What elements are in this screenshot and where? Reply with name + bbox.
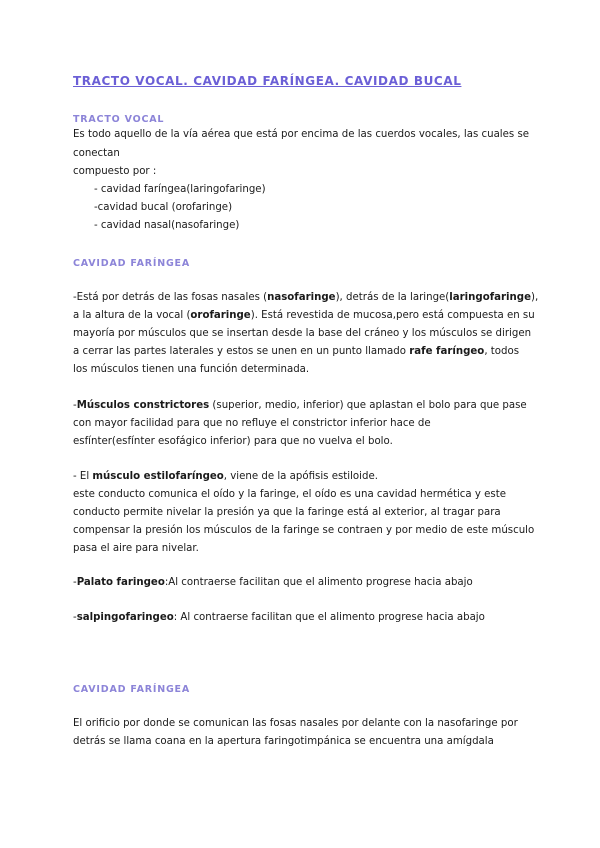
paragraph-line: -Está por detrás de las fosas nasales (nasofaringe), detrás de la laringe(laringofaringe), — [73, 292, 539, 303]
list-item: - cavidad nasal(nasofaringe) — [94, 220, 240, 231]
term-palato-faringeo: Palato faringeo — [76, 577, 165, 588]
heading-cavidad-faringea: CAVIDAD FARÍNGEA — [73, 258, 190, 269]
term-nasofaringe: nasofaringe — [267, 292, 336, 303]
paragraph-line: -Músculos constrictores (superior, medio, inferior) que aplastan el bolo para que pase — [73, 400, 527, 411]
tracto-line-1: Es todo aquello de la vía aérea que está por encima de las cuerdos vocales, las cuales se — [73, 129, 530, 140]
paragraph-line: -salpingofaringeo: Al contraerse facilitan que el alimento progrese hacia abajo — [73, 612, 485, 623]
paragraph-line: a la altura de la vocal (orofaringe). Está revestida de mucosa,pero está compuesta en su — [73, 310, 535, 321]
paragraph-line: El orificio por donde se comunican las fosas nasales por delante con la nasofaringe por — [73, 718, 518, 729]
paragraph-line: -Palato faringeo:Al contraerse facilitan que el alimento progrese hacia abajo — [73, 577, 473, 588]
page-title: TRACTO VOCAL. CAVIDAD FARÍNGEA. CAVIDAD BUCAL — [73, 74, 462, 88]
term-rafe-faringeo: rafe faríngeo — [409, 346, 485, 357]
list-item: -cavidad bucal (orofaringe) — [94, 202, 233, 213]
heading-tracto-vocal: TRACTO VOCAL — [73, 114, 165, 125]
tracto-line-2: conectan — [73, 148, 120, 159]
paragraph-line: conducto permite nivelar la presión ya que la faringe está al exterior, al tragar para — [73, 507, 501, 518]
paragraph-line: esfínter(esfínter esofágico inferior) para que no vuelva el bolo. — [73, 436, 393, 447]
tracto-line-3: compuesto por : — [73, 166, 157, 177]
heading-cavidad-faringea-2: CAVIDAD FARÍNGEA — [73, 684, 190, 695]
term-musculo-estilofaringeo: músculo estilofaríngeo — [92, 471, 224, 482]
term-musculos-constrictores: Músculos constrictores — [76, 400, 210, 411]
paragraph-line: - El músculo estilofaríngeo, viene de la apófisis estiloide. — [73, 471, 378, 482]
paragraph-line: este conducto comunica el oído y la faringe, el oído es una cavidad hermética y este — [73, 489, 506, 500]
paragraph-line: a cerrar las partes laterales y estos se unen en un punto llamado rafe faríngeo, todos — [73, 346, 520, 357]
paragraph-line: mayoría por músculos que se insertan desde la base del cráneo y los músculos se dirigen — [73, 328, 532, 339]
term-orofaringe: orofaringe — [190, 310, 251, 321]
term-salpingofaringeo: salpingofaringeo — [76, 612, 174, 623]
list-item: - cavidad faríngea(laringofaringe) — [94, 184, 266, 195]
paragraph-line: los músculos tienen una función determinada. — [73, 364, 310, 375]
paragraph-line: compensar la presión los músculos de la faringe se contraen y por medio de este músculo — [73, 525, 535, 536]
paragraph-line: con mayor facilidad para que no refluye el constrictor inferior hace de — [73, 418, 431, 429]
paragraph-line: detrás se llama coana en la apertura faringotimpánica se encuentra una amígdala — [73, 736, 494, 747]
paragraph-line: pasa el aire para nivelar. — [73, 543, 199, 554]
term-laringofaringe: laringofaringe — [449, 292, 531, 303]
